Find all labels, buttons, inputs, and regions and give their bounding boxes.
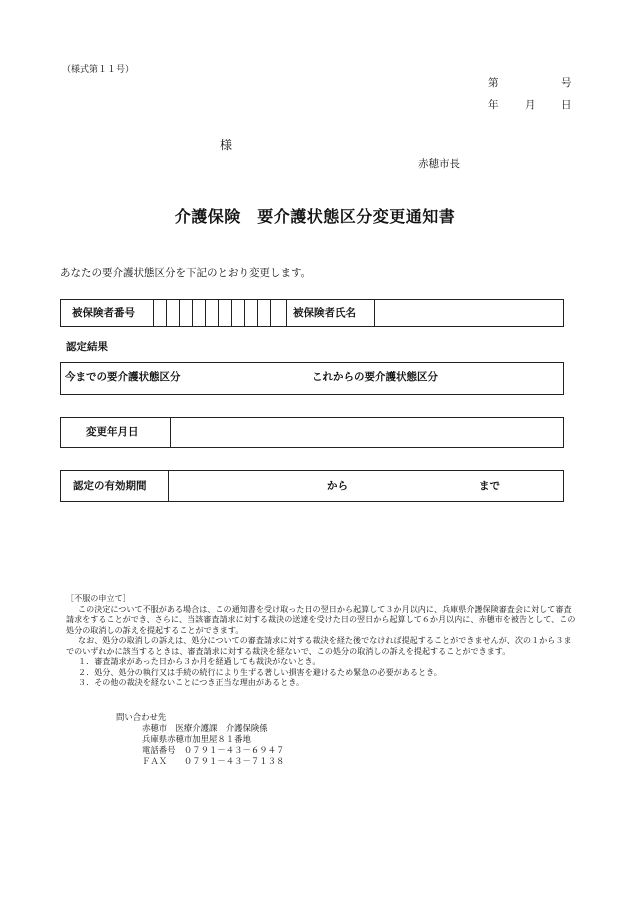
document-number-suffix: 号 xyxy=(561,77,572,89)
date-day: 日 xyxy=(561,99,572,111)
validity-to: まで xyxy=(479,480,500,492)
certification-section-label: 認定結果 xyxy=(66,341,108,353)
insured-number-label: 被保険者番号 xyxy=(72,307,135,319)
validity-label: 認定の有効期間 xyxy=(73,480,147,492)
certification-row xyxy=(60,362,564,395)
insured-number-digit[interactable] xyxy=(218,300,231,326)
previous-care-level-label: 今までの要介護状態区分 xyxy=(65,371,181,383)
insured-number-digit[interactable] xyxy=(231,300,244,326)
validity-from: から xyxy=(327,480,348,492)
contact-info xyxy=(116,712,284,767)
insured-number-digit[interactable] xyxy=(270,300,283,326)
insured-number-digit[interactable] xyxy=(179,300,192,326)
insured-number-digit[interactable] xyxy=(166,300,179,326)
contact-department: 赤穂市 医療介護課 介護保険係 xyxy=(142,723,268,733)
insured-number-digit[interactable] xyxy=(205,300,218,326)
insured-number-digit[interactable] xyxy=(257,300,270,326)
insured-row xyxy=(60,299,564,327)
issuer: 赤穂市長 xyxy=(418,158,460,170)
insured-name-label: 被保険者氏名 xyxy=(293,307,356,319)
insured-number-digit[interactable] xyxy=(192,300,205,326)
date-month: 月 xyxy=(525,99,536,111)
change-date-label: 変更年月日 xyxy=(86,426,139,438)
intro-text: あなたの要介護状態区分を下記のとおり変更します。 xyxy=(60,267,312,279)
new-care-level-label: これからの要介護状態区分 xyxy=(312,371,438,383)
form-number: （様式第１１号） xyxy=(62,65,135,75)
appeal-paragraph-2: なお、処分の取消しの訴えは、処分についての審査請求に対する裁決を経た後でなければ提起することができませんが、次の１から３までのいずれかに該当するときは、審査請求に対する裁決を経ないで、この処分の取消しの訴えを提起することができます。 xyxy=(66,635,572,656)
contact-fax: ＦＡＸ ０７９１－４３－７１３８ xyxy=(142,756,285,766)
document-number-prefix: 第 xyxy=(488,77,499,89)
appeal-item: １．審査請求があった日から３か月を経過しても裁決がないとき。 xyxy=(78,656,321,666)
recipient-honorific: 様 xyxy=(220,138,233,152)
appeal-item: ２．処分、処分の執行又は手続の続行により生ずる著しい損害を避けるため緊急の必要があるとき。 xyxy=(78,666,442,677)
contact-heading: 問い合わせ先 xyxy=(116,712,167,722)
insured-number-digit[interactable] xyxy=(244,300,257,326)
change-date-row xyxy=(60,417,564,448)
appeal-item: ３．その他の裁決を経ないことにつき正当な理由があるとき。 xyxy=(78,677,305,687)
insured-name-field[interactable] xyxy=(374,300,564,326)
page-title: 介護保険 要介護状態区分変更通知書 xyxy=(174,207,456,226)
contact-address: 兵庫県赤穂市加里屋８１番地 xyxy=(142,734,251,744)
appeal-paragraph-1: この決定について不服がある場合は、この通知書を受け取った日の翌日から起算して３か月以内に、兵庫県介護保険審査会に対して審査請求をすることができ、さらに、当該審査請求に対する裁決の送達を受けた日の翌日から起算して６か月以内に、赤穂市を被告として、この処分の取消しの訴えを提起することができます。 xyxy=(66,603,576,635)
insured-number-digit[interactable] xyxy=(153,300,166,326)
validity-row xyxy=(60,470,564,502)
contact-phone: 電話番号 ０７９１－４３－６９４７ xyxy=(142,745,285,755)
date-year: 年 xyxy=(488,99,499,111)
appeal-heading: ［不服の申立て］ xyxy=(66,593,131,603)
change-date-field[interactable] xyxy=(171,418,563,447)
appeal-notice xyxy=(66,593,576,688)
